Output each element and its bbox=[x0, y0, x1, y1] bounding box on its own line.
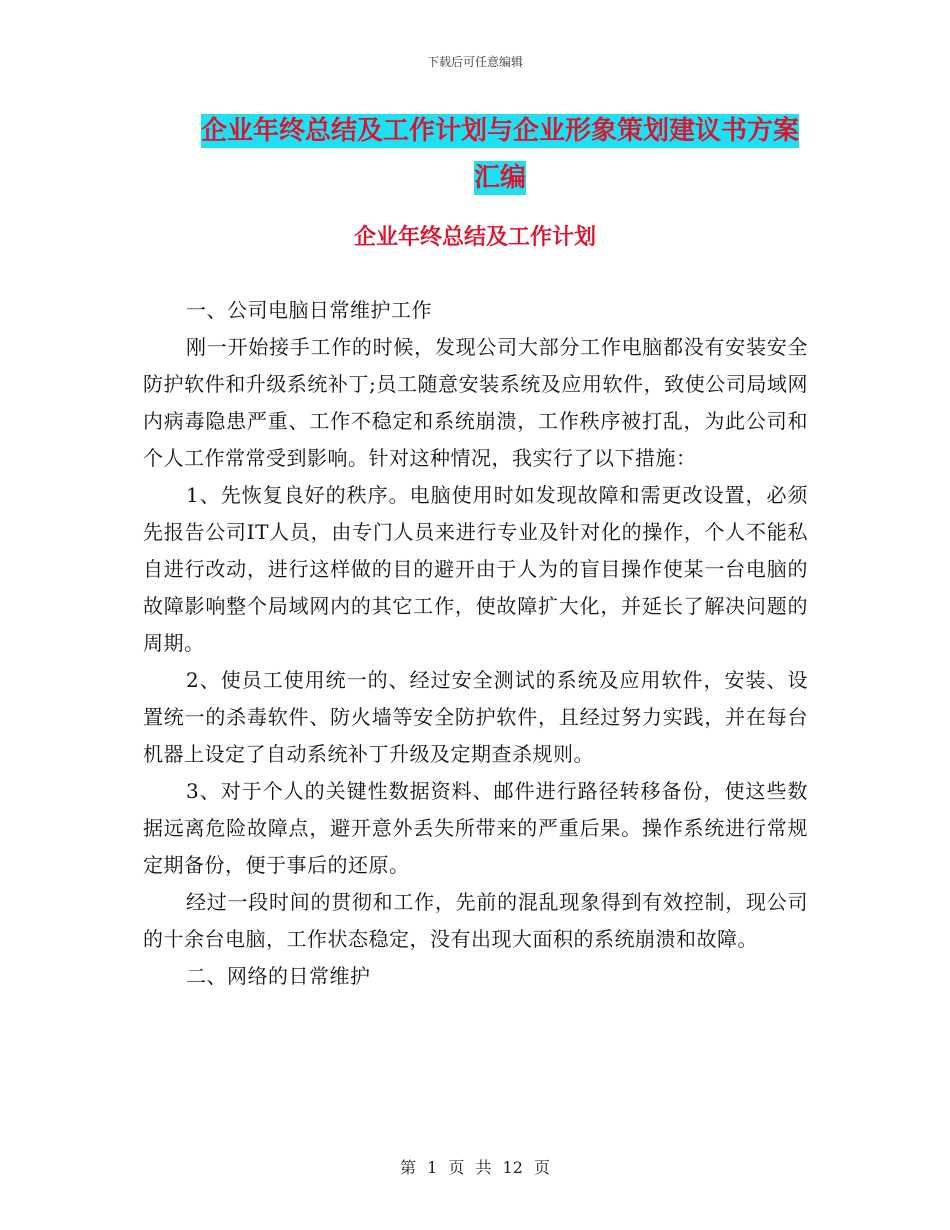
heading-paragraph: 二、网络的日常维护 bbox=[186, 964, 371, 988]
document-title-line-2: 汇编 bbox=[473, 163, 526, 193]
document-title bbox=[190, 108, 810, 202]
document-title-line-1: 企业年终总结及工作计划与企业形象策划建议书方案 bbox=[200, 116, 799, 146]
heading-paragraph: 一、公司电脑日常维护工作 bbox=[186, 298, 432, 322]
body-text bbox=[143, 292, 808, 995]
paragraph: 刚一开始接手工作的时候，发现公司大部分工作电脑都没有安装安全防护软件和升级系统补丁;员工随意安装系统及应用软件，致使公司局域网内病毒隐患严重、工作不稳定和系统崩溃，工作秩序被打乱，为此公司和个人工作常常受到影响。针对这种情况，我实行了以下措施： bbox=[143, 335, 808, 470]
section-title: 企业年终总结及工作计划 bbox=[353, 225, 596, 250]
page-header-note: 下载后可任意编辑 bbox=[426, 55, 523, 69]
paragraph: 1、先恢复良好的秩序。电脑使用时如发现故障和需更改设置，必须先报告公司IT人员，由专门人员来进行专业及针对化的操作，个人不能私自进行改动，进行这样做的目的避开由于人为的盲目操作使某一台电脑的故障影响整个局域网内的其它工作，使故障扩大化，并延长了解决问题的周期。 bbox=[143, 483, 808, 655]
paragraph: 经过一段时间的贯彻和工作，先前的混乱现象得到有效控制，现公司的十余台电脑，工作状态稳定，没有出现大面积的系统崩溃和故障。 bbox=[143, 890, 808, 951]
page-footer: 第 1 页 共 12 页 bbox=[400, 1158, 550, 1177]
paragraph: 2、使员工使用统一的、经过安全测试的系统及应用软件，安装、设置统一的杀毒软件、防火墙等安全防护软件，且经过努力实践，并在每台机器上设定了自动系统补丁升级及定期查杀规则。 bbox=[143, 668, 808, 766]
paragraph: 3、对于个人的关键性数据资料、邮件进行路径转移备份，使这些数据远离危险故障点，避开意外丢失所带来的严重后果。操作系统进行常规定期备份，便于事后的还原。 bbox=[143, 779, 808, 877]
